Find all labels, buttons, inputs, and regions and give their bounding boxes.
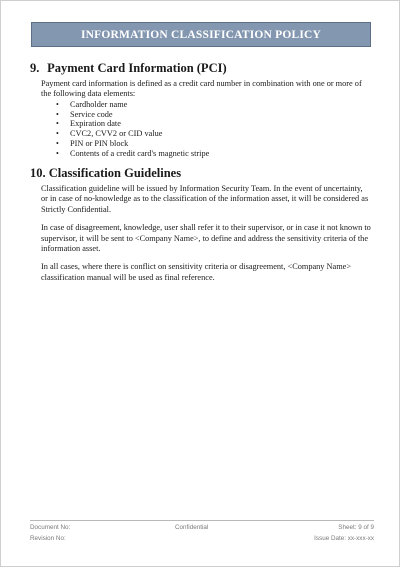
bullet-icon: • — [56, 148, 59, 158]
list-item: • Expiration date — [56, 119, 121, 129]
guideline-paragraph: Classification guideline will be issued by Information Security Team. In the event of uncertainty, or in case of no-knowledge as to the classification of the information asset, it will be considered as Strictly Confidential. — [41, 184, 369, 214]
bullet-icon: • — [56, 139, 59, 148]
section-heading — [30, 166, 375, 181]
section-intro: Payment card information is defined as a credit card number in combination with one or more of the following data elements: — [41, 79, 362, 99]
revision-number: Revision No: — [30, 535, 66, 542]
section-payment-card-information — [30, 61, 375, 159]
list-item: • Contents of a credit card's magnetic stripe — [56, 148, 210, 158]
page-footer — [30, 520, 374, 544]
confidentiality-label: Confidential — [175, 524, 209, 531]
section-title: Classification Guidelines — [48, 166, 182, 180]
data-elements-list — [30, 100, 375, 159]
guideline-paragraph: In case of disagreement, knowledge, user shall refer it to their supervisor, or in case it not known to supervisor, it will be sent to <Company Name>, to define and address the sensitivity criteria of the information asset. — [41, 223, 371, 254]
section-heading — [30, 61, 375, 76]
list-item: • Service code — [56, 109, 113, 119]
bullet-icon: • — [56, 99, 59, 109]
list-item: • Cardholder name — [56, 99, 128, 109]
guideline-paragraph: In all cases, where there is conflict on sensitivity criteria or disagreement, <Company Name> classification manual will be used as final reference. — [41, 262, 352, 282]
section-number: 9. — [30, 61, 40, 75]
list-item: • CVC2, CVV2 or CID value — [56, 129, 163, 139]
section-title: Payment Card Information (PCI) — [47, 61, 227, 75]
list-item: • PIN or PIN block — [56, 139, 129, 148]
section-number: 10. — [30, 166, 46, 180]
issue-date: Issue Date: xx-xxx-xx — [314, 535, 374, 542]
bullet-icon: • — [56, 129, 59, 139]
bullet-icon: • — [56, 119, 59, 129]
bullet-icon: • — [56, 109, 59, 119]
sheet-number: Sheet: 9 of 9 — [338, 524, 374, 531]
document-number: Document No: — [30, 524, 71, 531]
section-classification-guidelines — [30, 166, 375, 283]
page-title: INFORMATION CLASSIFICATION POLICY — [31, 22, 371, 47]
